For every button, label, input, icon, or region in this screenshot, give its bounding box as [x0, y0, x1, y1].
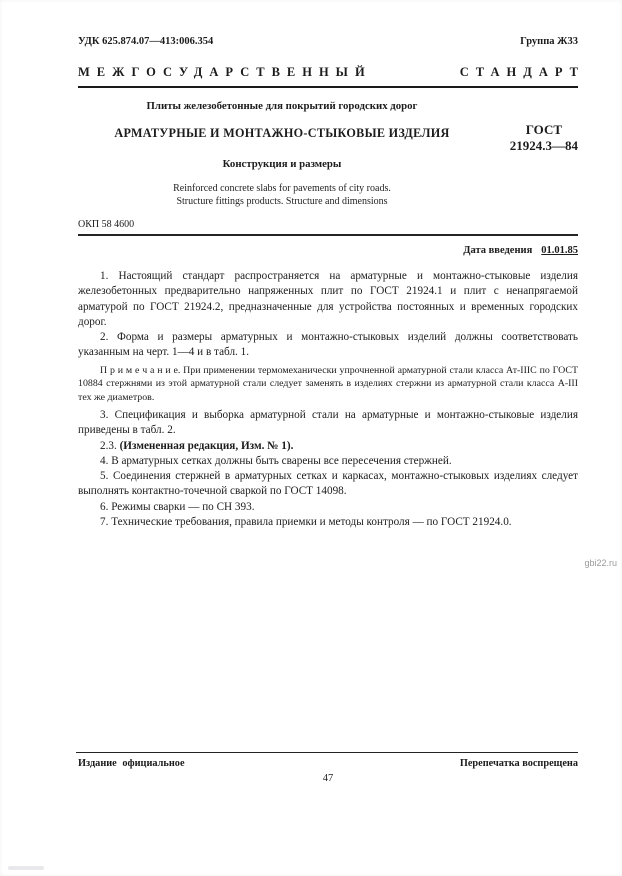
- gost-designation: [510, 92, 578, 208]
- footer-row: [78, 758, 578, 769]
- paragraph-7: 7. Технические требования, правила приемки и методы контроля — по ГОСТ 21924.0.: [100, 516, 512, 529]
- footer-edition-note: Издание официальное: [78, 758, 185, 769]
- group-code: Группа Ж33: [520, 36, 578, 47]
- document-header-row: [78, 36, 578, 47]
- document-subject: Плиты железобетонные для покрытий городских дорог: [146, 100, 418, 112]
- paragraph-2-3: [78, 439, 578, 454]
- site-watermark: gbi22.ru: [584, 558, 617, 568]
- standard-word-1: МЕЖГОСУДАРСТВЕННЫЙ: [78, 65, 372, 79]
- paragraph-note: П р и м е ч а н и е. При применении термомеханически упрочненной арматурной стали класса Ат-IIIС по ГОСТ 10884 стержнями из этой арматурной стали следует заменять в изделиях стержни из арматурной стали класса А-III тех же диаметров.: [78, 364, 578, 403]
- paragraph-2-3-amendment: (Измененная редакция, Изм. № 1).: [119, 439, 294, 452]
- page-number: 47: [322, 773, 334, 784]
- okp-code: ОКП 58 4600: [78, 219, 135, 230]
- title-region: [78, 92, 578, 208]
- title-divider-rule: [78, 234, 578, 236]
- date-label: Дата введения: [463, 245, 533, 256]
- footer-reprint-note: Перепечатка воспрещена: [459, 758, 578, 769]
- gost-label: ГОСТ: [525, 122, 563, 137]
- introduction-date-row: [78, 245, 578, 256]
- standard-word-2: СТАНДАРТ: [459, 65, 585, 79]
- title-block: [78, 92, 486, 208]
- scan-artifact: [8, 866, 44, 870]
- standard-type-heading: [78, 65, 585, 80]
- paragraph-2-3-number: 2.3.: [100, 439, 120, 452]
- paragraph-3: 3. Спецификация и выборка арматурной стали на арматурные и монтажно-стыковые изделия приведены в табл. 2.: [78, 409, 578, 437]
- paragraph-5: 5. Соединения стержней в арматурных сетках и каркасах, монтажно-стыковых изделиях следует выполнять контактно-точечной сваркой по ГОСТ 14098.: [78, 470, 578, 498]
- paragraph-2: 2. Форма и размеры арматурных и монтажно-стыковых изделий должны соответствовать указанным на черт. 1—4 и в табл. 1.: [78, 331, 578, 359]
- paragraph-4: 4. В арматурных сетках должны быть сварены все пересечения стержней.: [100, 454, 452, 467]
- title-english-line-1: Reinforced concrete slabs for pavements of city roads.: [173, 183, 391, 194]
- paragraph-6: 6. Режимы сварки — по СН 393.: [100, 500, 255, 513]
- document-subtitle: Конструкция и размеры: [222, 158, 342, 170]
- footer-divider-rule: [76, 752, 578, 753]
- header-divider-rule: [78, 86, 578, 88]
- document-body: [78, 269, 578, 530]
- paragraph-1: 1. Настоящий стандарт распространяется на арматурные и монтажно-стыковые изделия железобетонных предварительно напряженных плит по ГОСТ 21924.1 и плит с ненапрягаемой арматурой по ГОСТ 21924.2, предназначенные для устройства постоянных и временных городских дорог.: [78, 270, 578, 328]
- title-english-line-2: Structure fittings products. Structure and dimensions: [176, 195, 388, 207]
- gost-number: 21924.3—84: [509, 137, 578, 153]
- page-content: [78, 36, 585, 530]
- date-value: 01.01.85: [541, 245, 578, 256]
- document-title: АРМАТУРНЫЕ И МОНТАЖНО-СТЫКОВЫЕ ИЗДЕЛИЯ: [114, 126, 450, 140]
- udk-code: УДК 625.874.07—413:006.354: [78, 36, 214, 47]
